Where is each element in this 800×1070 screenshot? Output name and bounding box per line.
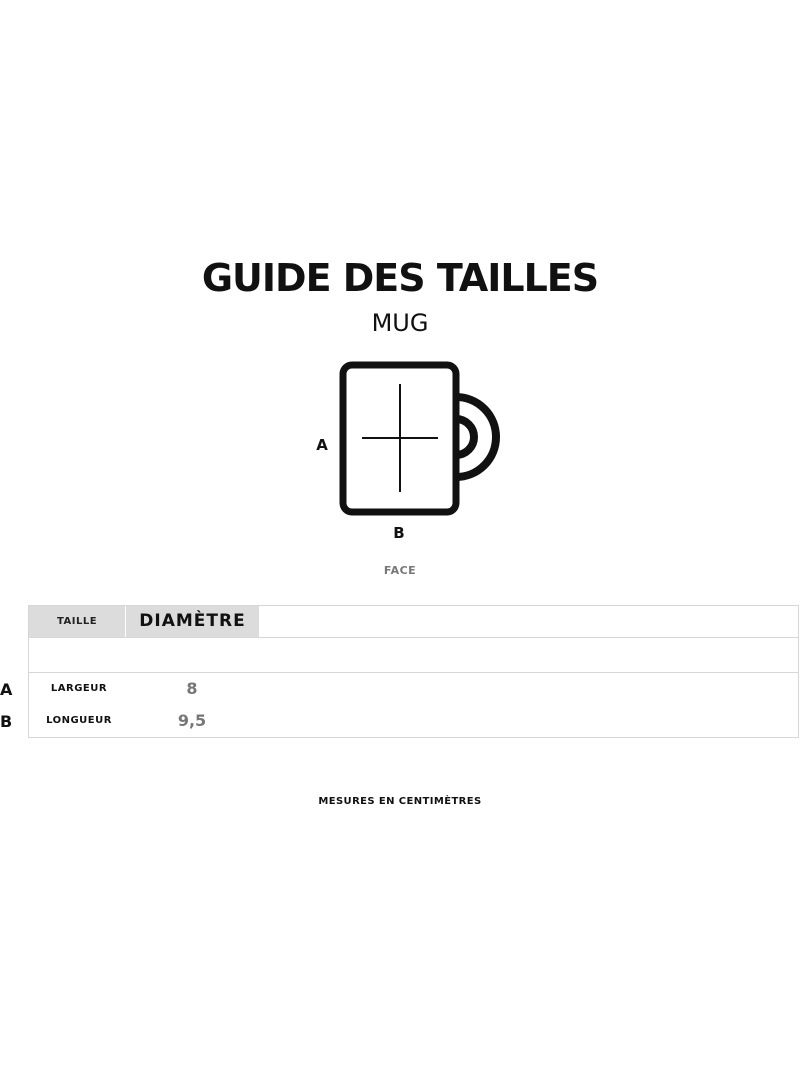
spacer-row [29,638,798,673]
product-subtitle: MUG [371,309,429,337]
units-note: MESURES EN CENTIMÈTRES [318,796,482,807]
row-value-largeur: 8 [186,679,198,698]
view-label: FACE [383,564,417,577]
mug-icon [332,357,507,522]
page-title: GUIDE DES TAILLES [201,256,599,300]
table-header-row [29,606,798,638]
size-table [28,605,799,738]
row-label-longueur: LONGUEUR [46,715,112,726]
header-diametre: DIAMÈTRE [126,606,259,637]
dimension-a-label: A [316,436,328,454]
row-value-longueur: 9,5 [177,711,207,730]
dimension-b-label: B [393,524,405,542]
row-label-largeur: LARGEUR [50,683,108,694]
header-taille: TAILLE [29,606,125,637]
row-letter-a: A [0,680,13,699]
row-letter-b: B [0,712,13,731]
